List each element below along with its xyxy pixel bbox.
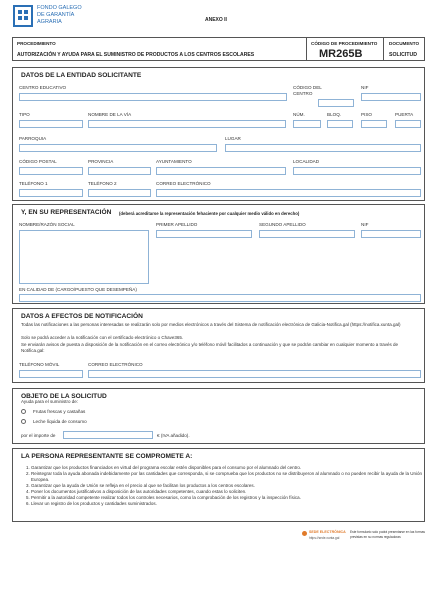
code-value: MR265B [319, 48, 363, 60]
importe-suffix: € (IVA añadido). [157, 433, 190, 438]
doc-value: SOLICITUD [389, 52, 417, 58]
label-localidad: LOCALIDAD [293, 159, 320, 164]
option-fruits-label: Frutas frescas y castañas [33, 409, 86, 414]
commitment-item: 2. Reintegrar toda la ayuda abonada indebidamente por las cantidades que corresponda, si se comprueba que los productos no se distribuyeron al alumnado o no pueden recibir la ayuda de la Unión Europea. [31, 471, 426, 483]
label-nif: NIF [361, 85, 369, 90]
commitment-item: 1. Garantizar que los productos financiados en virtud del programa escolar estén disponibles para el consumo por el alumnado del centro. [31, 465, 426, 471]
notification-text-1: Todas las notificaciones a las personas interesadas se realizarán solo por medios electrónicos a través del Sistema de notificación electrónica de Galicia-Notifica.gal (https://notifica.xunta.gal) [21, 322, 401, 327]
ayuntamiento-input[interactable] [156, 167, 286, 175]
num-input[interactable] [293, 120, 321, 128]
commitment-item: 6. Llevar un registro de los productos y cantidades suministrados. [31, 501, 426, 507]
label-provincia: PROVINCIA [88, 159, 114, 164]
piso-input[interactable] [361, 120, 387, 128]
primer-apellido-input[interactable] [156, 230, 252, 238]
puerta-input[interactable] [395, 120, 421, 128]
commitment-item: 5. Permitir a la autoridad competente realizar todos los controles necesarios, como la comprobación de los registros y la inspección física. [31, 495, 426, 501]
nombre-via-input[interactable] [88, 120, 286, 128]
telefono1-input[interactable] [19, 189, 83, 197]
label-bloq: BLOQ. [327, 112, 342, 117]
telefono-movil-input[interactable] [19, 370, 83, 378]
label-en-calidad: EN CALIDAD DE (CARGO/PUESTO QUE DESEMPEÑA) [19, 287, 137, 292]
nif-input[interactable] [361, 93, 421, 101]
label-codigo-postal: CÓDIGO POSTAL [19, 159, 57, 164]
lugar-input[interactable] [225, 144, 421, 152]
commitment-item: 4. Poner los documentos justificativos a disposición de las autoridades competentes, cuando estas lo soliciten. [31, 489, 426, 495]
option-fruits-radio[interactable] [21, 409, 26, 414]
commitments-list [21, 465, 426, 507]
section-representative-subtitle: (deberá acreditarse la representación fehaciente por cualquier medio válido en derecho) [119, 210, 300, 216]
footer-note: Este formulario solo podrá presentarse en las formas previstas en su normas reguladoras [350, 530, 425, 539]
codigo-centro-input[interactable] [318, 99, 354, 107]
label-lugar: LUGAR [225, 136, 241, 141]
logo-text-3: AGRARIA [37, 19, 62, 25]
label-segundo-apellido: SEGUNDO APELLIDO [259, 222, 306, 227]
section-notification-title: DATOS A EFECTOS DE NOTIFICACIÓN [21, 313, 143, 320]
label-centro-educativo: CENTRO EDUCATIVO [19, 85, 67, 90]
label-puerta: PUERTA [395, 112, 414, 117]
telefono2-input[interactable] [88, 189, 151, 197]
footer [302, 530, 427, 546]
label-nombre-razon: NOMBRE/RAZÓN SOCIAL [19, 222, 75, 227]
section-object [12, 388, 425, 444]
en-calidad-input[interactable] [19, 294, 421, 302]
commitment-item: 3. Garantizar que la ayuda de Unión se refleja en el precio al que se facilitan los productos a los centros escolares. [31, 483, 426, 489]
label-piso: PISO [361, 112, 372, 117]
section-notification [12, 308, 425, 383]
correo-input[interactable] [156, 189, 421, 197]
label-telefono-movil: TELÉFONO MÓVIL [19, 362, 60, 367]
label-ayuntamiento: AYUNTAMIENTO [156, 159, 192, 164]
label-telefono1: TELÉFONO 1 [19, 181, 48, 186]
tipo-input[interactable] [19, 120, 83, 128]
notification-text-3: Se enviarán avisos de puesta a disposición de la notificación en el correo electrónico y/o teléfono móvil facilitados a continuación y que se podrán cambiar en cualquier momento a través de Notifica.gal: [21, 342, 398, 353]
notif-correo-input[interactable] [88, 370, 421, 378]
logo-text-1: FONDO GALEGO [37, 5, 82, 11]
xunta-logo-icon [12, 4, 34, 28]
label-parroquia: PARROQUIA [19, 136, 47, 141]
segundo-apellido-input[interactable] [259, 230, 355, 238]
label-nombre-via: NOMBRE DE LA VÍA [88, 112, 132, 117]
section-applicant [12, 67, 425, 201]
codigo-postal-input[interactable] [19, 167, 83, 175]
section-representative-title: Y, EN SU REPRESENTACIÓN [21, 209, 112, 216]
annex-label: ANEXO II [205, 17, 227, 23]
parroquia-input[interactable] [19, 144, 217, 152]
option-milk-label: Leche líquida de consumo [33, 419, 87, 424]
procedure-title: AUTORIZACIÓN Y AYUDA PARA EL SUMINISTRO DE PRODUCTOS A LOS CENTROS ESCOLARES [17, 52, 255, 58]
label-rep-nif: NIF [361, 222, 369, 227]
logo-text-2: DE GARANTÍA [37, 12, 75, 18]
procedure-header [12, 37, 425, 61]
provincia-input[interactable] [88, 167, 151, 175]
section-object-title: OBJETO DE LA SOLICITUD [21, 393, 107, 400]
importe-input[interactable] [63, 431, 153, 439]
section-representative [12, 204, 425, 304]
procedure-label: PROCEDIMIENTO [17, 41, 56, 46]
label-telefono2: TELÉFONO 2 [88, 181, 117, 186]
label-codigo-centro: CÓDIGO DEL CENTRO [293, 85, 322, 96]
section-commitments-title: LA PERSONA REPRESENTANTE SE COMPROMETE A: [21, 453, 193, 460]
label-primer-apellido: PRIMER APELLIDO [156, 222, 198, 227]
sede-label: SEDE ELECTRÓNICA [309, 530, 346, 534]
label-num: NÚM. [293, 112, 305, 117]
rep-nif-input[interactable] [361, 230, 421, 238]
section-applicant-title: DATOS DE LA ENTIDAD SOLICITANTE [21, 72, 142, 79]
option-milk-radio[interactable] [21, 419, 26, 424]
centro-educativo-input[interactable] [19, 93, 287, 101]
sede-icon [302, 531, 307, 536]
section-commitments [12, 448, 425, 522]
code-label: CÓDIGO DE PROCEDIMIENTO [311, 41, 378, 46]
label-correo: CORREO ELECTRÓNICO [156, 181, 211, 186]
object-intro: Ayuda para el suministro de: [21, 399, 78, 404]
logo [12, 4, 87, 28]
sede-url[interactable]: https://sede.xunta.gal [309, 536, 340, 540]
importe-label: por el importe de [21, 433, 56, 438]
label-tipo: TIPO [19, 112, 30, 117]
nombre-razon-input[interactable] [19, 230, 149, 284]
bloq-input[interactable] [327, 120, 353, 128]
doc-label: DOCUMENTO [389, 41, 420, 46]
notification-text-2: Solo se podrá acceder a la notificación con el certificado electrónico o Chave365. [21, 335, 184, 340]
localidad-input[interactable] [293, 167, 421, 175]
label-notif-correo: CORREO ELECTRÓNICO [88, 362, 143, 367]
